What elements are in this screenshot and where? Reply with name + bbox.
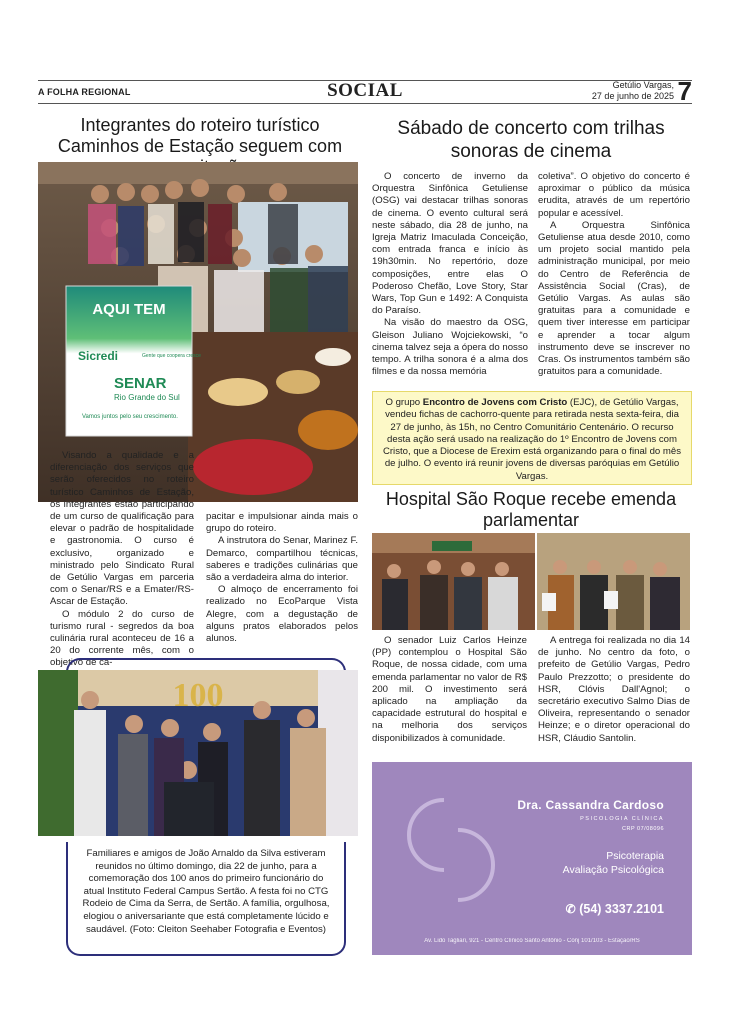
ejc-notice-box bbox=[372, 391, 692, 485]
article3-paragraph: A entrega foi realizada no dia 14 de junho. No centro da foto, o prefeito de Getúlio Vargas, Pedro Paulo Prezzotto; o presidente do HSR, Clóvis Dall'Agnol; o secretário executivo Salmo Dias de Oliveira, representando o senador Heinze; e o diretor operacional do HSR, Cláudio Santolin. bbox=[538, 635, 690, 744]
article2-headline: Sábado de concerto com trilhas sonoras de cinema bbox=[397, 118, 665, 162]
section-title: SOCIAL bbox=[327, 80, 403, 101]
issue-day: 27 de junho de 2025 bbox=[591, 91, 674, 101]
article1-paragraph: pacitar e impulsionar ainda mais o grupo do roteiro. bbox=[206, 511, 358, 535]
birthday-photo bbox=[38, 670, 358, 836]
ad-service: Psicoterapia bbox=[606, 850, 664, 862]
psychologist-ad bbox=[372, 762, 692, 955]
ad-phone-number: (54) 3337.2101 bbox=[579, 902, 664, 916]
ad-doctor-name: Dra. Cassandra Cardoso bbox=[517, 798, 664, 812]
article1-paragraph: O módulo 2 do curso de turismo rural - segredos da boa culinária rural aconteceu de 16 a 20 do corrente mês, com o objetivo de ca- bbox=[50, 608, 194, 669]
ad-address: Av. Lido Tagliari, 921 - Centro Clínico Santo Antônio - Conj 101/103 - Estação/RS bbox=[424, 938, 640, 944]
article2-col1 bbox=[372, 171, 528, 378]
article1-paragraph: Visando a qualidade e a diferenciação dos serviços que serão oferecidos no roteiro turístico Caminhos de Estação, os integrantes estão participando de um curso de qualificação para elevar o padrão de hospitalidade e gastronomia. O curso é exclusivo, organizado e ministrado pelo Sindicato Rural de Getúlio Vargas em parceria com o Senar/RS e a Emater/RS-Ascar de Estação. bbox=[50, 450, 194, 608]
birthday-caption: Familiares e amigos de João Arnaldo da Silva estiveram reunidos no último domingo, dia 22 de junho, para a comemoração dos 100 anos do primeiro funcionário do atual Instituto Federal Campus Sertão. A festa foi no CTG Rodeio de Cima da Serra, de Sertão. A família, orgulhosa, elogiou o aniversariante que está completamente lúcido e saudável. (Foto: Cleiton Seehaber Fotografia e Eventos) bbox=[82, 848, 330, 935]
article3-headline: Hospital São Roque recebe emenda parlamentar bbox=[385, 489, 677, 530]
publication-name: A FOLHA REGIONAL bbox=[38, 87, 131, 97]
article1-headline: Integrantes do roteiro turístico Caminhos de Estação seguem com bbox=[57, 115, 343, 156]
ad-crp: CRP 07/08096 bbox=[622, 826, 664, 832]
ad-phone bbox=[566, 902, 664, 916]
ad-logo-icon bbox=[386, 780, 516, 920]
ejc-notice-text: O grupo Encontro de Jovens com Cristo (EJC), de Getúlio Vargas, vendeu fichas de cachorro-quente para retirada nesta sexta-feira, dia 27 de junho, às 15h, no Centro Comunitário Centenário. O recurso desta ação será usado na realização do 1º Encontro de Jovens com Cristo, que a Diocese de Erexim está organizando para o final do mês de julho. O evento irá reunir jovens de diversas paróquias em Getúlio Vargas. bbox=[382, 397, 682, 482]
balloon-number: 100 bbox=[172, 677, 224, 714]
banner-slogan: Vamos juntos pelo seu crescimento. bbox=[82, 414, 178, 420]
article2-paragraph: Na visão do maestro da OSG, Gleison Juliano Wojciekowski, “o cinema talvez seja a ópera do nosso tempo. A trilha sonora é a alma dos filmes e da nossa memória bbox=[372, 317, 528, 378]
birthday-caption-box bbox=[66, 842, 346, 956]
page-number: 7 bbox=[677, 76, 692, 106]
article3-paragraph: O senador Luiz Carlos Heinze (PP) contemplou o Hospital São Roque, de nossa cidade, com uma emenda parlamentar no valor de R$ 200 mil. O investimento será aplicado na ampliação da capacidade estrutural do hospital e na melhoria dos serviços disponibilizados à comunidade. bbox=[372, 635, 527, 744]
ad-specialty: PSICOLOGIA CLÍNICA bbox=[580, 816, 664, 822]
article2-paragraph: coletiva”. O objetivo do concerto é aproximar o público da música erudita, através de um repertório popular e acessível. bbox=[538, 171, 690, 219]
header-bottom-rule bbox=[38, 103, 692, 104]
phone-icon: ✆ bbox=[565, 902, 576, 916]
banner-sponsor1: Sicredi bbox=[78, 349, 119, 363]
article3-col1 bbox=[372, 635, 527, 745]
article2-col2 bbox=[538, 171, 690, 378]
ad-services bbox=[563, 849, 664, 877]
article1-paragraph: A instrutora do Senar, Marinez F. Demarco, compartilhou técnicas, saberes e tradições culinárias que são a verdadeira alma do interior. bbox=[206, 535, 358, 584]
banner-sponsor2: SENAR bbox=[114, 375, 167, 392]
banner-title: AQUI TEM bbox=[92, 301, 166, 318]
article3-col2 bbox=[538, 635, 690, 745]
issue-date bbox=[592, 80, 674, 102]
ejc-group-name: Encontro de Jovens com Cristo bbox=[422, 397, 568, 408]
hospital-photo bbox=[372, 533, 690, 630]
banner-sponsor2-region: Rio Grande do Sul bbox=[114, 393, 180, 402]
ad-service: Avaliação Psicológica bbox=[562, 864, 664, 876]
article2-paragraph: A Orquestra Sinfônica Getuliense atua desde 2010, como um projeto social mantido pela administração municipal, por meio do Centro de Referência de Assistência Social (Cras), de Getúlio Vargas. As aulas são gratuitas para a comunidade e quem tiver interesse em participar e aprender a tocar algum instrumento deve se inscrever no Cras. Os instrumentos também são gratuitos para a comunidade. bbox=[538, 219, 690, 378]
article2-paragraph: O concerto de inverno da Orquestra Sinfônica Getuliense (OSG) vai destacar trilhas sonoras de cinema. O evento cultural será neste sábado, dia 28 de junho, na Igreja Matriz Imaculada Conceição, com entrada franca e início às 19h30min. No repertório, doze composições, entre elas O Poderoso Chefão, Love Story, Star Wars, Top Gun e 1492: A Conquista do Paraíso. bbox=[372, 171, 528, 317]
banner-sponsor1-tagline: Gente que coopera cresce bbox=[142, 353, 201, 359]
article1-col2 bbox=[206, 511, 358, 645]
issue-city: Getúlio Vargas, bbox=[612, 80, 674, 90]
article1-col1 bbox=[50, 450, 194, 670]
article1-paragraph: O almoço de encerramento foi realizado no EcoParque Vista Alegre, com a degustação de alguns pratos elaborados pelos alunos. bbox=[206, 584, 358, 645]
food-table bbox=[188, 332, 358, 502]
